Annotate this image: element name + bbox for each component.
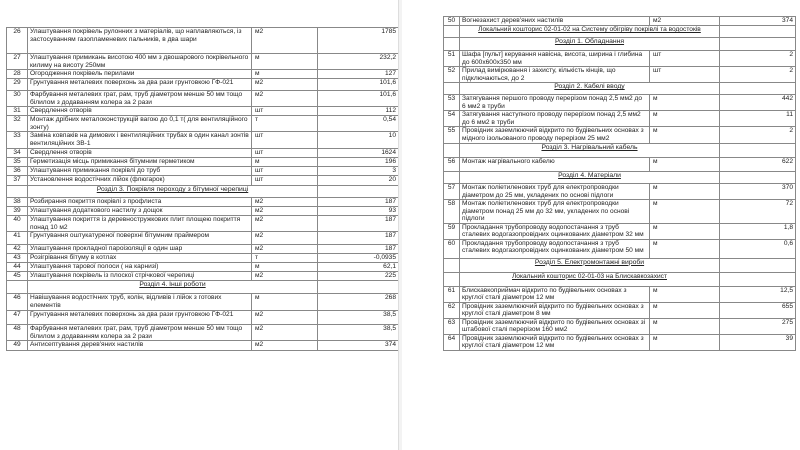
section-title: Розділ 4. Матеріали [460,172,720,184]
work-name: Улаштування покриття із деревностружкових плит площею покриття понад 10 м2 [28,216,252,232]
table-row [444,318,796,334]
table-row [444,286,796,302]
row-number: 62 [444,302,460,318]
work-name: Герметизація місць примикання бітумним герметиком [28,158,252,167]
quantity-cell: 442 [720,95,796,111]
row-number: 37 [7,176,28,186]
table-row [7,263,399,272]
row-number: 40 [7,216,28,232]
quantity-cell: 62,1 [318,263,399,272]
unit-cell: м2 [252,232,318,245]
row-number: 51 [444,51,460,67]
unit-cell: м [650,127,720,144]
empty-cell [720,258,796,272]
table-row [7,311,399,325]
empty-cell [720,83,796,95]
quantity-cell: 0,54 [318,116,399,132]
empty-cell [444,83,460,95]
work-name: Прокладання трубопроводу водопостачання з труб сталевих водогазопровідних оцинкованих діаметром 50 мм [460,239,650,258]
quantity-cell: 370 [720,184,796,200]
work-name: Фарбування металевих грат, рам, труб діаметром менше 50 мм тощо білилом з додаванням колера за 2 рази [28,325,252,341]
quantity-cell: 3 [318,167,399,176]
local-estimate-title: Локальний кошторис 02-01-03 на Блискавкозахист [460,272,720,286]
row-number: 61 [444,286,460,302]
quantity-cell: 268 [318,294,399,311]
empty-cell [720,38,796,51]
row-number: 60 [444,239,460,258]
section-title: Розділ 2. Кабелі вводу [460,83,720,95]
row-number: 63 [444,318,460,334]
work-name: Монтаж дрібних металоконструкцій вагою до 0,1 т( для вентиляційного зонту) [28,116,252,132]
unit-cell: м2 [252,325,318,341]
work-name: Улаштування покрівель рулонних з матеріалів, що наплавляються, із застосуванням газопламеневих пальників, в два шари [28,28,252,54]
table-row [7,91,399,107]
work-name: Улаштування додаткового настилу з дощок [28,207,252,216]
unit-cell: м2 [252,28,318,54]
work-name: Улаштування покрівель із плоскої стрічкової черепиці [28,272,252,281]
work-name: Прилад вимірювання і захисту, кількість кінців, що підключаються, до 2 [460,67,650,83]
unit-cell: м [650,334,720,350]
row-number: 26 [7,28,28,54]
table-row [7,167,399,176]
table-row [7,198,399,207]
quantity-cell: 2 [720,127,796,144]
table-row [7,70,399,79]
work-name: Свердлення отворів [28,149,252,158]
row-number: 29 [7,79,28,91]
left-estimate-table [6,27,399,351]
section-header-row [7,186,399,198]
section-header-row [444,258,796,272]
unit-cell: шт [650,51,720,67]
unit-cell: шт [252,132,318,149]
unit-cell: м [650,239,720,258]
table-row [7,272,399,281]
quantity-cell: 374 [720,17,796,26]
unit-cell: м2 [252,216,318,232]
work-name: Розбирання покриття покрівлі з профлиста [28,198,252,207]
unit-cell: м [252,294,318,311]
section-header-row [444,144,796,158]
row-number: 35 [7,158,28,167]
empty-cell [444,258,460,272]
quantity-cell: 622 [720,158,796,172]
table-row [7,149,399,158]
work-name: Блискавкоприймач відкрито по будівельних основах з круглої сталі діаметром 12 мм [460,286,650,302]
row-number: 46 [7,294,28,311]
row-number: 28 [7,70,28,79]
quantity-cell: 101,6 [318,91,399,107]
row-number: 44 [7,263,28,272]
section-title: Розділ 5. Електромонтажні вироби [460,258,720,272]
empty-cell [7,186,28,198]
work-name: Улаштування примикань висотою 400 мм з двошарового покрівельного килиму на висоту 250мм [28,54,252,70]
table-row [444,127,796,144]
work-name: Монтаж поліетиленових труб для електропроводки діаметром до 25 мм, укладених по основі підлоги [460,184,650,200]
unit-cell: м2 [252,198,318,207]
work-name: Провідник заземлюючий відкрито по будівельних основах зі штабової сталі перерізом 160 мм2 [460,318,650,334]
quantity-cell: 127 [318,70,399,79]
unit-cell: м2 [252,272,318,281]
table-row [7,158,399,167]
work-name: Грунтування металевих поверхонь за два рази грунтовкою ГФ-021 [28,79,252,91]
unit-cell: м [252,158,318,167]
work-name: Свердлення отворів [28,107,252,116]
unit-cell: м2 [252,79,318,91]
work-name: Улаштування прокладної пароізоляції в один шар [28,245,252,254]
unit-cell: м2 [650,17,720,26]
work-name: Грунтування металевих поверхонь за два рази грунтовкою ГФ-021 [28,311,252,325]
empty-cell [444,26,460,38]
table-row [7,116,399,132]
row-number: 38 [7,198,28,207]
row-number: 48 [7,325,28,341]
empty-cell [7,281,28,294]
local-estimate-row [444,272,796,286]
row-number: 32 [7,116,28,132]
work-name: Улаштування тарової полоси ( на карнизі) [28,263,252,272]
quantity-cell: 101,6 [318,79,399,91]
right-estimate-table [443,16,796,351]
work-name: Вогнезахист дерев'яних настилів [460,17,650,26]
row-number: 45 [7,272,28,281]
table-row [7,232,399,245]
table-row [7,294,399,311]
section-title: Розділ 1. Обладнання [460,38,720,51]
quantity-cell: 2 [720,67,796,83]
section-title: Розділ 4. Інші роботи [28,281,318,294]
row-number: 53 [444,95,460,111]
quantity-cell: 10 [318,132,399,149]
right-page [402,0,800,450]
table-row [7,325,399,341]
table-row [444,302,796,318]
quantity-cell: 1,8 [720,223,796,239]
quantity-cell: 112 [318,107,399,116]
quantity-cell: 38,5 [318,311,399,325]
row-number: 54 [444,111,460,127]
row-number: 42 [7,245,28,254]
work-name: Провідник заземлюючий відкрито по будівельних основах з круглої сталі діаметром 8 мм [460,302,650,318]
unit-cell: м2 [252,311,318,325]
section-header-row [7,281,399,294]
unit-cell: шт [252,167,318,176]
work-name: Грунтування оштукатуреної поверхні бітумним праймером [28,232,252,245]
work-name: Навішування водостічних труб, колін, відливів і лійок з готових елементів [28,294,252,311]
quantity-cell: 38,5 [318,325,399,341]
section-header-row [444,38,796,51]
table-row [444,17,796,26]
table-row [7,132,399,149]
empty-cell [318,281,399,294]
row-number: 41 [7,232,28,245]
unit-cell: шт [252,107,318,116]
work-name: Прокладання трубопроводу водопостачання з труб сталевих водогазопровідних оцинкованих діаметром 32 мм [460,223,650,239]
row-number: 52 [444,67,460,83]
work-name: Затягування наступного проводу перерізом понад 2,5 мм2 до 6 мм2 в труби [460,111,650,127]
unit-cell: м [252,263,318,272]
work-name: Огородження покрівель перилами [28,70,252,79]
work-name: Фарбування металевих грат, рам, труб діаметром менше 50 мм тощо білилом з додаванням колера за 2 рази [28,91,252,107]
work-name: Улаштування примикання покрівлі до труб [28,167,252,176]
section-header-row [444,172,796,184]
unit-cell: м [650,200,720,224]
quantity-cell: -0,0935 [318,254,399,263]
table-row [7,245,399,254]
table-row [444,67,796,83]
quantity-cell: 196 [318,158,399,167]
quantity-cell: 11 [720,111,796,127]
quantity-cell: 1624 [318,149,399,158]
quantity-cell: 187 [318,198,399,207]
quantity-cell: 275 [720,318,796,334]
table-row [7,341,399,351]
quantity-cell: 187 [318,232,399,245]
empty-cell [444,144,460,158]
empty-cell [720,272,796,286]
empty-cell [720,144,796,158]
work-name: Монтаж нагрівального кабелю [460,158,650,172]
quantity-cell: 93 [318,207,399,216]
table-row [444,158,796,172]
table-row [444,200,796,224]
unit-cell: м [650,184,720,200]
row-number: 36 [7,167,28,176]
quantity-cell: 655 [720,302,796,318]
table-row [444,95,796,111]
row-number: 58 [444,200,460,224]
quantity-cell: 1785 [318,28,399,54]
row-number: 49 [7,341,28,351]
work-name: Затягування першого проводу перерізом понад 2,5 мм2 до 6 мм2 в труби [460,95,650,111]
table-row [7,107,399,116]
row-number: 57 [444,184,460,200]
empty-cell [720,172,796,184]
unit-cell: м [650,318,720,334]
section-header-row [444,83,796,95]
table-row [7,54,399,70]
row-number: 34 [7,149,28,158]
row-number: 30 [7,91,28,107]
table-row [444,239,796,258]
unit-cell: м [650,286,720,302]
row-number: 33 [7,132,28,149]
unit-cell: м [650,95,720,111]
quantity-cell: 0,6 [720,239,796,258]
unit-cell: м [252,54,318,70]
quantity-cell: 12,5 [720,286,796,302]
quantity-cell: 39 [720,334,796,350]
unit-cell: м [650,302,720,318]
unit-cell: м2 [252,341,318,351]
row-number: 47 [7,311,28,325]
empty-cell [444,38,460,51]
work-name: Монтаж поліетиленових труб для електропроводки діаметром понад 25 мм до 32 мм, укладених по основі підлоги [460,200,650,224]
row-number: 50 [444,17,460,26]
local-estimate-title: Локальний кошторис 02-01-02 на Систему обігріву покрівлі та водостоків [460,26,720,38]
table-row [444,184,796,200]
quantity-cell: 72 [720,200,796,224]
unit-cell: шт [650,67,720,83]
section-title: Розділ 3. Нагрівальний кабель [460,144,720,158]
work-name: Заміна ковпаків на димових і вентиляційних трубах в один канал зонтів вентиляційних ЗВ-1 [28,132,252,149]
table-row [7,28,399,54]
row-number: 55 [444,127,460,144]
section-title: Розділ 3. Покрівля пероходу з бітумної черепиці [28,186,318,198]
unit-cell: т [252,254,318,263]
table-row [444,111,796,127]
row-number: 43 [7,254,28,263]
work-name: Провідник заземлюючий відкрито по будівельних основах з мідного ізольованого проводу перерізом 25 мм2 [460,127,650,144]
table-row [7,176,399,186]
table-row [444,51,796,67]
work-name: Провідник заземлюючий відкрито по будівельних основах з круглої сталі діаметром 12 мм [460,334,650,350]
empty-cell [444,272,460,286]
row-number: 56 [444,158,460,172]
unit-cell: шт [252,176,318,186]
local-estimate-row [444,26,796,38]
table-row [7,216,399,232]
quantity-cell: 374 [318,341,399,351]
work-name: Установлення водостічних лійок (флюгарок) [28,176,252,186]
table-row [7,207,399,216]
row-number: 31 [7,107,28,116]
quantity-cell: 20 [318,176,399,186]
row-number: 27 [7,54,28,70]
empty-cell [444,172,460,184]
table-row [7,79,399,91]
unit-cell: м [650,223,720,239]
row-number: 39 [7,207,28,216]
table-row [444,334,796,350]
table-row [7,254,399,263]
row-number: 59 [444,223,460,239]
unit-cell: м2 [252,207,318,216]
unit-cell: м [252,70,318,79]
unit-cell: м [650,158,720,172]
unit-cell: шт [252,149,318,158]
unit-cell: м [650,111,720,127]
empty-cell [318,186,399,198]
quantity-cell: 187 [318,216,399,232]
quantity-cell: 225 [318,272,399,281]
work-name: Антисептування дерев'яних настилів [28,341,252,351]
row-number: 64 [444,334,460,350]
quantity-cell: 2 [720,51,796,67]
quantity-cell: 187 [318,245,399,254]
quantity-cell: 232,2 [318,54,399,70]
unit-cell: м2 [252,91,318,107]
unit-cell: м2 [252,245,318,254]
unit-cell: т [252,116,318,132]
table-row [444,223,796,239]
work-name: Розігрівання бітуму в котлах [28,254,252,263]
empty-cell [720,26,796,38]
work-name: Шафа [пульт] керування навісна, висота, ширина і глибина до 600х600х350 мм [460,51,650,67]
